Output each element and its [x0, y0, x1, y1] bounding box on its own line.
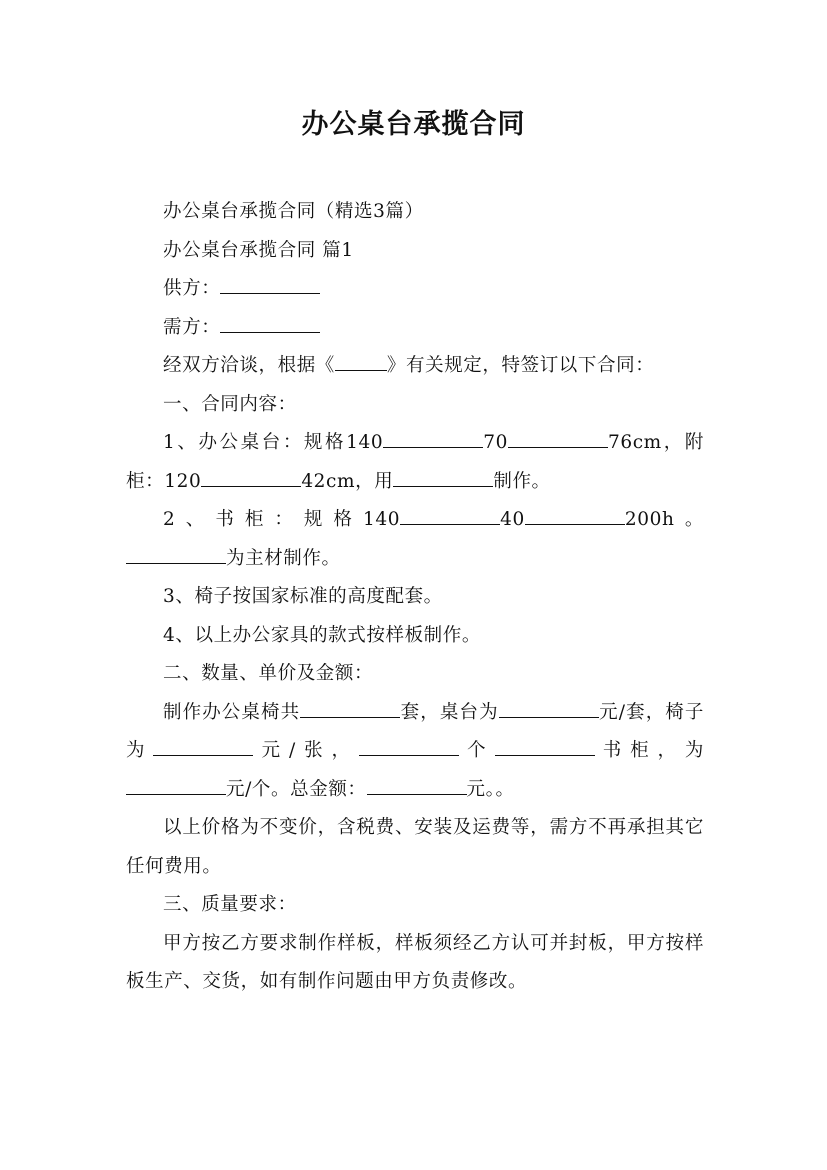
item-2-paragraph [126, 501, 704, 578]
quality-paragraph [126, 925, 704, 1002]
item-1-blank-1 [383, 428, 483, 448]
qp-blank-total [367, 774, 467, 794]
preamble-paragraph [126, 347, 704, 386]
section-heading-3 [126, 886, 704, 925]
item-3-paragraph [126, 578, 704, 617]
quantity-price-paragraph [126, 694, 704, 810]
item-2-blank-2 [525, 505, 625, 525]
price-terms-text: 以上价格为不变价，含税费、安装及运费等，需方不再承担其它任何费用。 [126, 817, 704, 877]
item-2-text-2: 40 [500, 509, 525, 530]
qp-text-4: 元/张， [253, 740, 359, 761]
item-2-text-4: 为主材制作。 [226, 547, 341, 569]
supplier-label: 供方： [163, 278, 221, 299]
qp-blank-cabinet-count [359, 736, 459, 756]
qp-blank-sets [300, 697, 400, 717]
item-2-blank-3 [126, 543, 226, 563]
qp-text-7: 元/个。总金额： [226, 778, 367, 800]
item-1-text-4: 42cm，用 [301, 470, 394, 492]
section-heading-1 [126, 386, 704, 425]
section-heading-2 [126, 655, 704, 694]
item-1-blank-2 [508, 428, 608, 448]
part-heading-text: 办公桌台承揽合同 篇1 [163, 239, 354, 261]
section-heading-2-text: 二、数量、单价及金额： [163, 663, 374, 684]
buyer-blank [220, 312, 320, 332]
qp-blank-desk-price [499, 697, 599, 717]
qp-blank-cabinet-type [495, 736, 595, 756]
item-2-text-3: 200h。 [624, 509, 704, 530]
qp-text-6: 书柜，为 [594, 740, 704, 761]
preamble-text-2: 》有关规定，特签订以下合同： [386, 355, 655, 376]
section-heading-1-text: 一、合同内容： [163, 393, 297, 415]
item-4-paragraph [126, 617, 704, 656]
item-1-text-3: 76cm，附柜：120 [126, 432, 704, 492]
qp-text-3: 元/套，椅子为 [126, 701, 704, 761]
quality-text: 甲方按乙方要求制作样板，样板须经乙方认可并封板，甲方按样板生产、交货，如有制作问题由甲方负责修改。 [126, 932, 704, 992]
preamble-text-1: 经双方洽谈，根据《 [163, 355, 335, 376]
document-title: 办公桌台承揽合同 [301, 109, 526, 140]
supplier-line [126, 270, 704, 309]
buyer-label: 需方： [163, 316, 221, 338]
item-1-text-2: 70 [483, 432, 508, 453]
document-body [126, 193, 704, 1002]
qp-text-5: 个 [458, 740, 495, 761]
subtitle-text: 办公桌台承揽合同（精选3篇） [163, 201, 424, 222]
item-1-text-1: 1、办公桌台：规格140 [163, 432, 384, 453]
item-1-paragraph [126, 424, 704, 501]
qp-blank-chair-price [153, 736, 253, 756]
qp-text-8: 元。。 [466, 778, 515, 800]
qp-text-1: 制作办公桌椅共 [163, 701, 301, 723]
subtitle-paragraph [126, 193, 704, 232]
supplier-blank [220, 274, 320, 294]
item-4-text: 4、以上办公家具的款式按样板制作。 [163, 624, 481, 646]
buyer-line [126, 309, 704, 348]
item-1-blank-4 [393, 466, 493, 486]
item-3-text: 3、椅子按国家标准的高度配套。 [163, 586, 443, 607]
law-name-blank [335, 351, 387, 371]
part-heading [126, 232, 704, 271]
item-2-blank-1 [400, 505, 500, 525]
item-2-text-1: 2、书柜：规格140 [163, 509, 401, 530]
section-heading-3-text: 三、质量要求： [163, 894, 297, 915]
item-1-blank-3 [201, 466, 301, 486]
qp-blank-cabinet-price [126, 774, 226, 794]
item-1-text-5: 制作。 [493, 470, 551, 492]
qp-text-2: 套，桌台为 [400, 701, 499, 723]
price-terms-paragraph [126, 809, 704, 886]
